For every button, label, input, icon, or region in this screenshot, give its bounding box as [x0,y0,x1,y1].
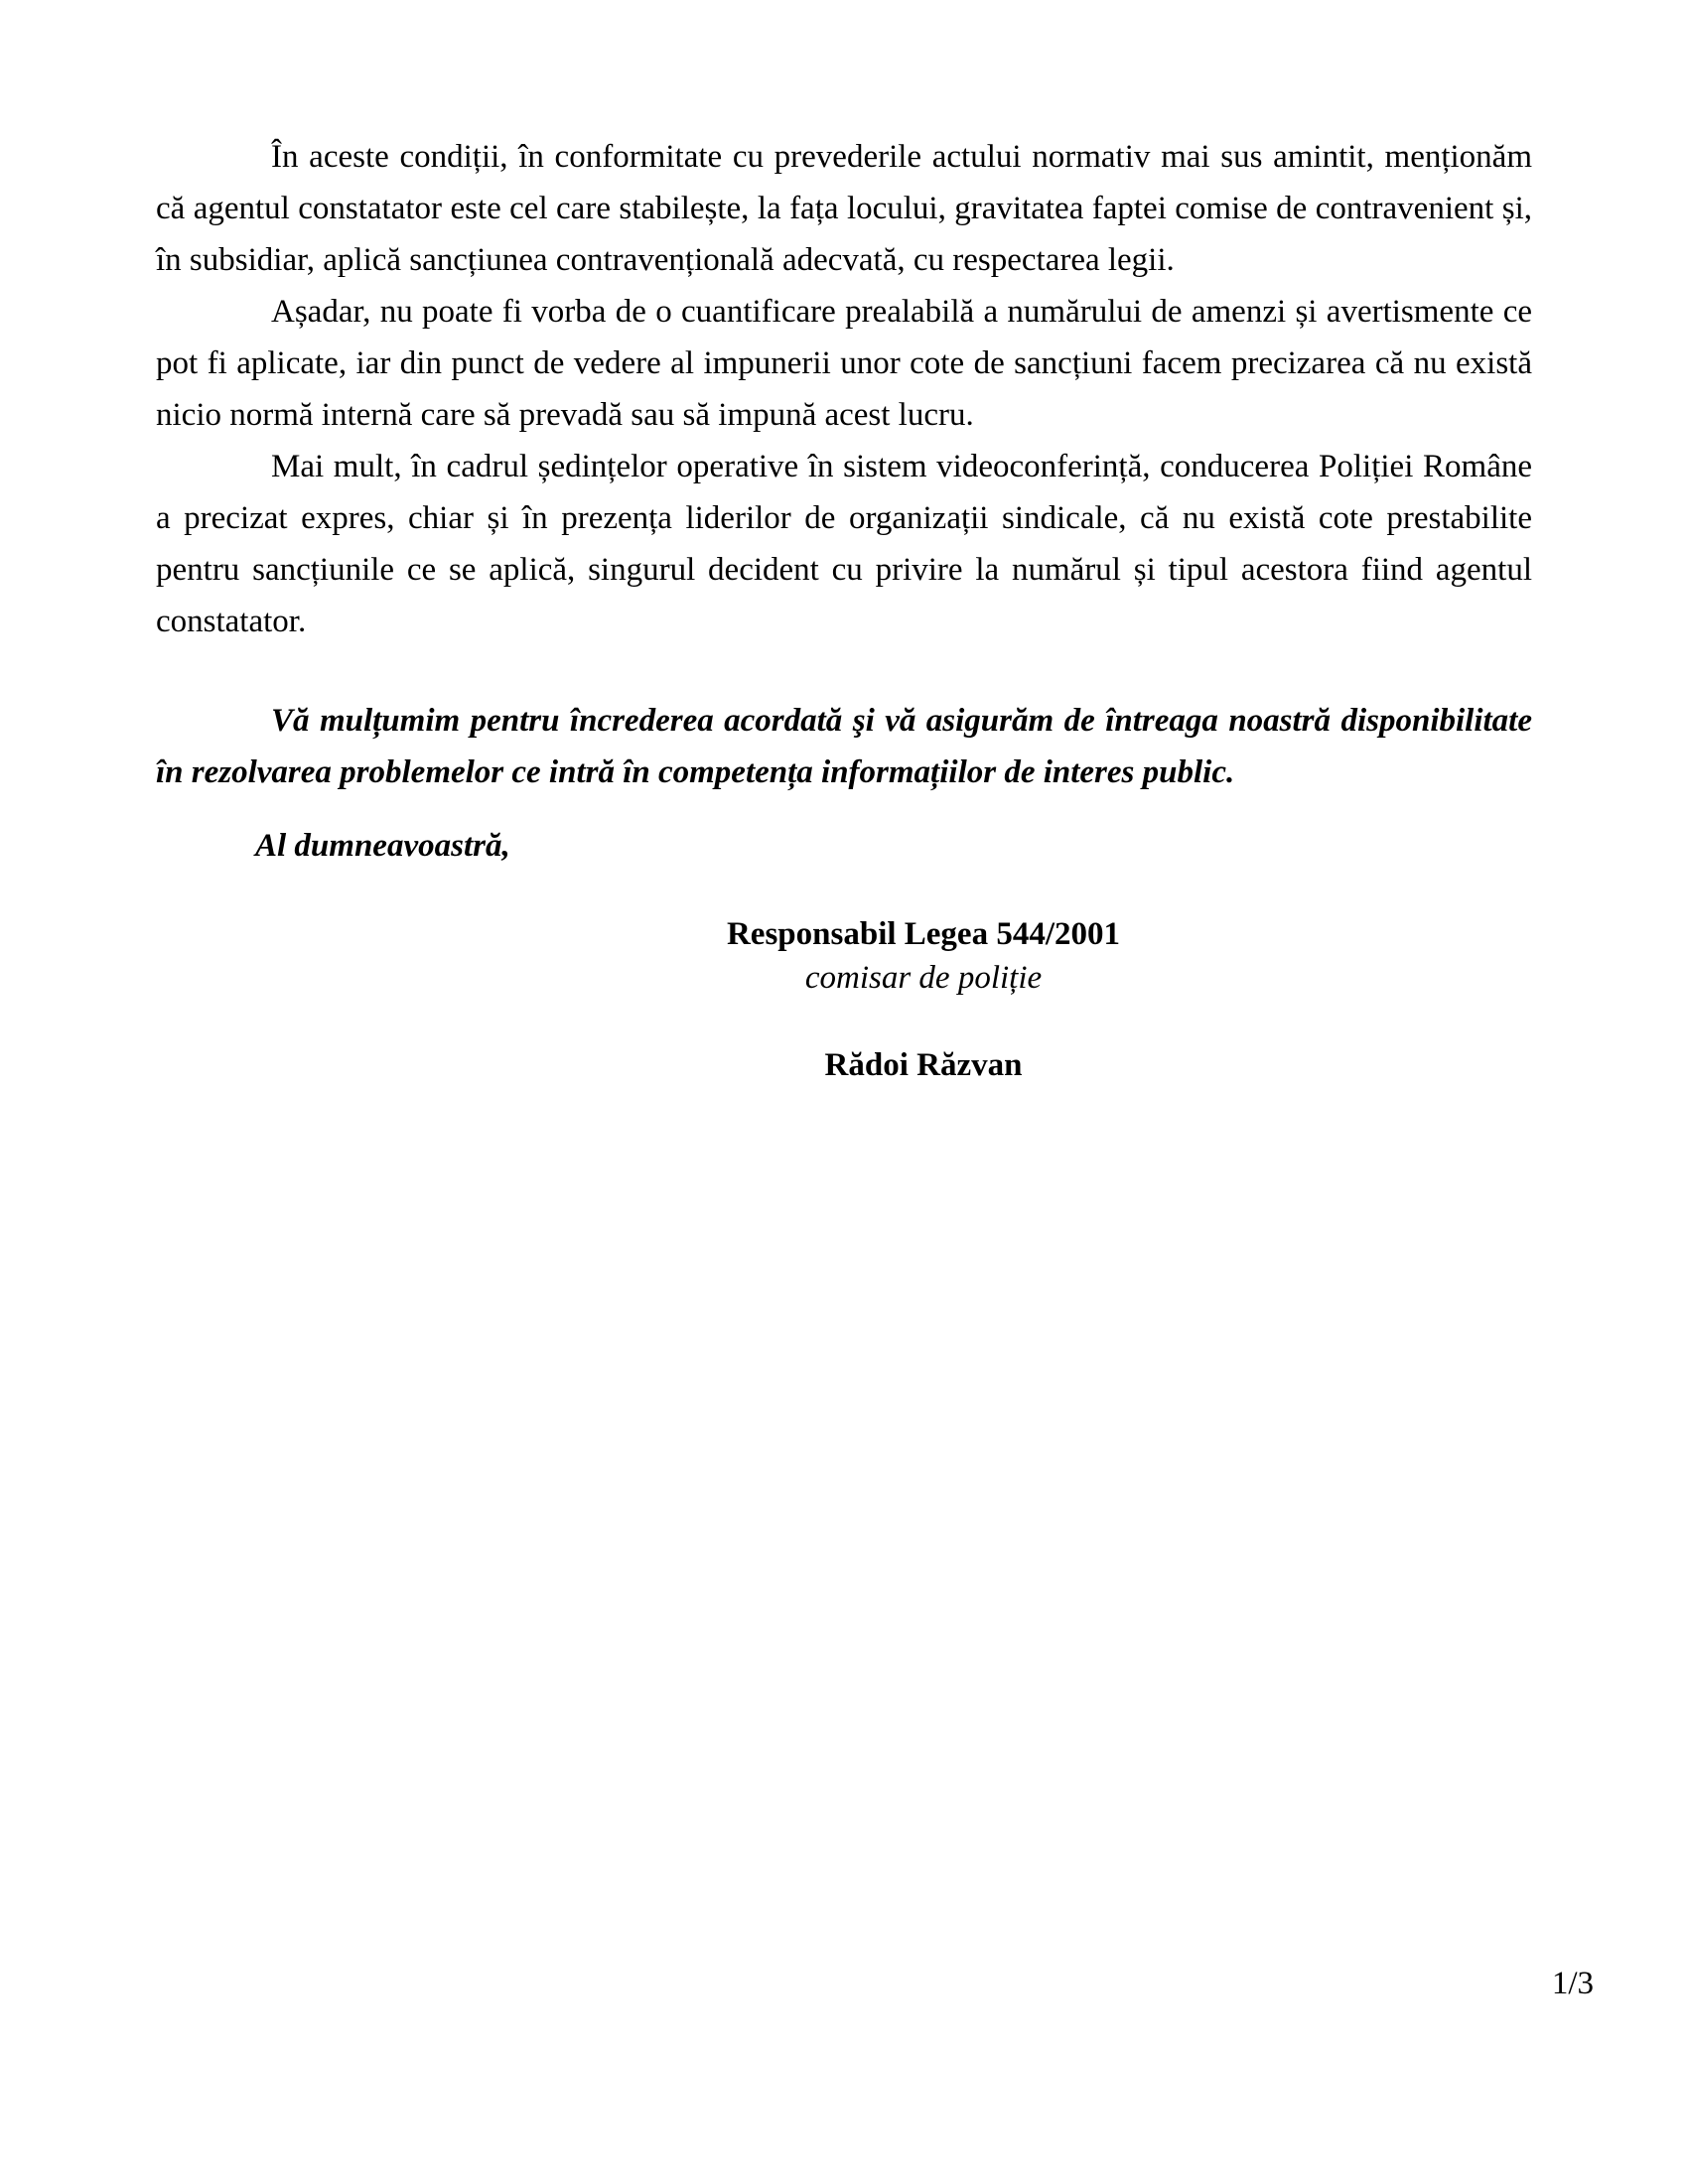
signature-block [156,912,1532,1087]
paragraph-asadar: Așadar, nu poate fi vorba de o cuantificare prealabilă a numărului de amenzi și avertismente ce pot fi aplicate, iar din punct de vedere al impunerii unor cote de sancțiuni facem precizarea că nu există nicio normă internă care să prevadă sau să impună acest lucru. [156,294,1532,433]
signature-name: Rădoi Răzvan [824,1047,1023,1083]
paragraph-conditions: În aceste condiții, în conformitate cu prevederile actului normativ mai sus amintit, menționăm că agentul constatator este cel care stabilește, la fața locului, gravitatea faptei comise de contravenient și, în subsidiar, aplică sancțiunea contravențională adecvată, cu respectarea legii. [156,139,1532,278]
closing-salutation: Al dumneavoastră, [255,828,510,864]
signature-title: Responsabil Legea 544/2001 [726,916,1121,952]
signature-rank: comisar de poliție [804,960,1043,996]
paragraph-mai-mult: Mai mult, în cadrul ședințelor operative în sistem videoconferință, conducerea Poliției Române a precizat expres, chiar și în prezența liderilor de organizații sindicale, că nu există cote prestabilite pentru sancțiunile ce se aplică, singurul decident cu privire la numărul și tipul acestora fiind agentul constatator. [156,449,1532,639]
paragraph-thanks: Vă mulțumim pentru încrederea acordată şi vă asigurăm de întreaga noastră disponibilitate în rezolvarea problemelor ce intră în competența informațiilor de interes public. [156,703,1532,790]
page-number: 1/3 [1551,1966,1594,2001]
